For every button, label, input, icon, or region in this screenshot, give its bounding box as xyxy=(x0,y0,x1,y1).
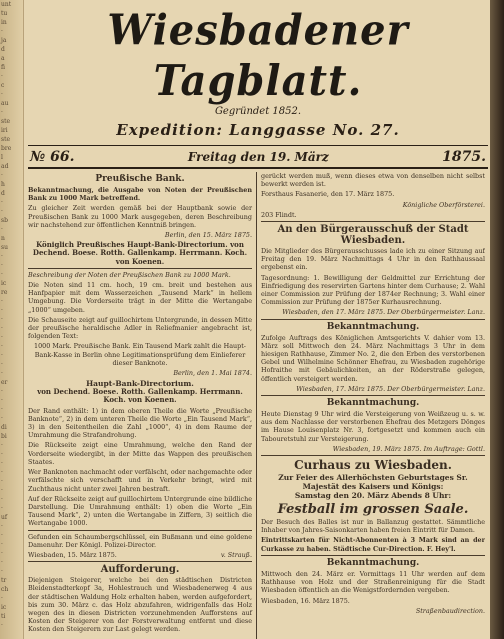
margin-text-fragment: · xyxy=(1,325,3,332)
margin-text-fragment: · xyxy=(1,523,3,530)
ticket-info: Eintrittskarten für Nicht-Abonnenten à 3 Mark sind an der Curkasse zu haben. Städtische Cur-Direction. F. Hey'l. xyxy=(261,536,485,553)
margin-text-fragment: au xyxy=(1,100,9,107)
margin-text-fragment: · xyxy=(1,406,3,413)
dateline: Berlin, den 15. März 1875. xyxy=(164,231,252,240)
margin-text-fragment: · xyxy=(1,487,3,494)
margin-text-fragment: · xyxy=(1,334,3,341)
heading-directorium: Haupt-Bank-Directorium. xyxy=(86,379,194,389)
paragraph: Die Schauseite zeigt auf guillochirtem Untergrunde, in dessen Mitte der preußische heraldische Adler in Reliefmanier angebracht ist, folgenden Text: xyxy=(28,315,252,341)
paragraph: Der Rand enthält: 1) in dem oberen Theile die Worte „Preußische Banknote“, 2) in dem unteren Theile die Worte „Ein Tausend Mark“, 3) in den Seitentheilen die Zahl „1000“, 4) in dem Raume der Umrahmung die Strafandrohung. xyxy=(28,406,252,440)
margin-text-fragment: · xyxy=(1,415,3,422)
dateline: Wiesbaden, 15. März 1875. xyxy=(28,550,117,559)
dateline: Wiesbaden, 19. März 1875. Im Auftrage: Gottl. xyxy=(332,444,485,453)
paragraph: Tagesordnung: 1. Bewilligung der Geldmittel zur Errichtung der Einfriedigung des reservirten Gartens hinter dem Curhause; 2. Wahl einer Commission zur Prüfung der 1874er Rechnung; 3. Wahl einer Commission zur Prüfung der 1875er Kurhausrechnung. xyxy=(261,273,485,307)
divider xyxy=(28,530,252,531)
margin-text-fragment: bi xyxy=(1,433,7,440)
margin-text-fragment: tr xyxy=(1,577,7,584)
signatories: Königlich Preußisches Haupt-Bank-Directorium. von Dechend. Boese. Rotth. Gallenkamp. Herrmann. Koch. von Koenen. xyxy=(32,240,248,266)
margin-text-fragment: ja xyxy=(1,37,7,44)
margin-text-fragment: · xyxy=(1,568,3,575)
left-column xyxy=(28,172,256,639)
binding-shadow xyxy=(490,0,504,639)
divider xyxy=(261,395,485,396)
margin-text-fragment: · xyxy=(1,550,3,557)
note-text: 1000 Mark. Preußische Bank. Ein Tausend Mark zahlt die Haupt-Bank-Kasse in Berlin ohne Legitimationsprüfung dem Einlieferer dieser Banknote. xyxy=(34,342,246,367)
margin-text-fragment: · xyxy=(1,73,3,80)
dateline: Berlin, den 1. Mai 1874. xyxy=(173,369,252,378)
heading-bekanntmachung: Bekanntmachung. xyxy=(326,398,420,409)
margin-text-fragment: tu xyxy=(1,10,8,17)
heading-buergerausschuss: An den Bürgerausschuß der Stadt Wiesbaden. xyxy=(277,224,469,247)
founded-line: Gegründet 1852. xyxy=(214,106,302,117)
margin-text-fragment: l xyxy=(1,154,3,161)
margin-text-fragment: ad xyxy=(1,163,9,170)
margin-text-fragment: · xyxy=(1,172,3,179)
margin-text-fragment: · xyxy=(1,307,3,314)
margin-text-fragment: · xyxy=(1,298,3,305)
signatories: von Dechend. Boese. Rotth. Gallenkamp. Herrmann. Koch. von Koenen. xyxy=(37,387,243,405)
margin-text-fragment: ste xyxy=(1,136,11,143)
margin-text-fragment: · xyxy=(1,442,3,449)
margin-text-fragment: · xyxy=(1,559,3,566)
margin-text-fragment: · xyxy=(1,343,3,350)
signatory: Straßenbaudirection. xyxy=(415,606,485,615)
margin-text-fragment: unt xyxy=(1,1,12,8)
paragraph: Die Mitglieder des Bürgerausschusses lade ich zu einer Sitzung auf Freitag den 19. März Nachmittags 4 Uhr in den Rathhaussaal ergebenst ein. xyxy=(261,247,485,272)
paragraph: Mittwoch den 24. März er. Vormittags 11 Uhr werden auf dem Rathhause von Holz und der Straßenreinigung für die Stadt Wiesbaden öffentlich an die Wenigstfordernden vergeben. xyxy=(261,569,485,595)
heading-festball: Festball im grossen Saale. xyxy=(277,502,469,518)
signatory: Königliche Oberförsterei. xyxy=(402,200,485,209)
issue-bar xyxy=(28,145,488,169)
margin-text-fragment: di xyxy=(1,424,7,431)
notice-title: Bekanntmachung, die Ausgabe von Noten der Preußischen Bank zu 1000 Mark betreffend. xyxy=(28,186,252,203)
expedition-line: Expedition: Langgasse No. 27. xyxy=(116,121,400,139)
margin-text-fragment: · xyxy=(1,352,3,359)
margin-text-fragment: h xyxy=(1,181,5,188)
divider xyxy=(261,555,485,556)
margin-text-fragment: er xyxy=(1,379,8,386)
margin-text-fragment: uf xyxy=(1,514,8,521)
margin-text-fragment: fi xyxy=(1,64,6,71)
margin-text-fragment: iri xyxy=(1,127,8,134)
margin-text-fragment: · xyxy=(1,622,3,629)
paragraph: Auf der Rückseite zeigt auf guillochirtem Untergrunde eine bildliche Darstellung. Die Umrahmung enthält: 1) oben die Worte „Ein Tausend Mark“, 2) unten die Wertangabe in Ziffern, 3) seitlich die Wertangabe 1000. xyxy=(28,494,252,528)
margin-text-fragment: re xyxy=(1,289,8,296)
paragraph: Die Noten sind 11 cm. hoch, 19 cm. breit und bestehen aus Hanfpapier mit dem Wasserzeichen „Tausend Mark“ in hellem Umgebung. Die Vorderseite trägt in der Mitte die Wertangabe „1000“ umgeben. xyxy=(28,281,252,314)
margin-text-fragment: sb xyxy=(1,217,8,224)
margin-text-fragment: ic xyxy=(1,280,7,287)
divider xyxy=(28,268,252,269)
issue-number: № 66. xyxy=(30,149,75,165)
margin-text-fragment: ic xyxy=(1,604,7,611)
signature-line xyxy=(28,551,252,559)
issue-year: 1875. xyxy=(442,149,486,165)
margin-text-fragment: in xyxy=(1,19,7,26)
heading-bekanntmachung: Bekanntmachung. xyxy=(326,557,420,568)
margin-text-fragment: ch xyxy=(1,586,9,593)
paragraph: Der Besuch des Balles ist nur in Ballanzug gestattet. Sämmtliche Inhaber von Jahres-Saisonkarten haben freien Eintritt für Damen. xyxy=(261,518,485,535)
dateline: Wiesbaden, 17. März 1875. Der Oberbürgermeister. Lanz. xyxy=(296,384,485,393)
heading-bekanntmachung: Bekanntmachung. xyxy=(326,321,420,332)
margin-text-fragment: bre xyxy=(1,145,12,152)
margin-text-fragment: · xyxy=(1,532,3,539)
signature: v. Strauß. xyxy=(220,550,252,559)
margin-text-fragment: su xyxy=(1,244,8,251)
left-page-margin xyxy=(0,0,24,639)
margin-text-fragment: · xyxy=(1,109,3,116)
margin-text-fragment: · xyxy=(1,460,3,467)
dateline: Wiesbaden, 16. März 1875. xyxy=(261,596,350,605)
notice-number: 203 Flindt. xyxy=(261,210,297,219)
heading-curhaus: Curhaus zu Wiesbaden. xyxy=(294,458,452,473)
margin-text-fragment: · xyxy=(1,505,3,512)
heading-prussian-bank: Preußische Bank. xyxy=(95,174,185,184)
margin-text-fragment: · xyxy=(1,370,3,377)
margin-text-fragment: · xyxy=(1,451,3,458)
issue-date: Freitag den 19. März xyxy=(187,150,329,164)
article-columns xyxy=(28,172,488,639)
margin-text-fragment: · xyxy=(1,226,3,233)
divider xyxy=(261,455,485,456)
margin-text-fragment: · xyxy=(1,316,3,323)
margin-text-fragment: · xyxy=(1,541,3,548)
margin-text-fragment: · xyxy=(1,28,3,35)
divider xyxy=(261,319,485,320)
margin-text-fragment: ti xyxy=(1,613,6,620)
margin-text-fragment: · xyxy=(1,388,3,395)
right-column xyxy=(257,172,485,639)
paragraph: Zufolge Auftrags des Königlichen Amtsgerichts V. dahier vom 13. März soll Mittwoch den 24. März Nachmittags 3 Uhr in dem hiesigen Rathhause, Zimmer No. 2, die den Erben des verstorbenen Gebel und Wilhelmine Schönner Ehefrau, zu Wiesbaden zugehörige Hofraithe mit Gebäulichkeiten, an der Röderstraße gelegen, öffentlich versteigert werden. xyxy=(261,333,485,383)
margin-text-fragment: n xyxy=(1,235,5,242)
newspaper-title: Wiesbadener Tagblatt. xyxy=(107,5,409,106)
margin-text-fragment: d xyxy=(1,46,5,53)
margin-text-fragment: · xyxy=(1,496,3,503)
margin-text-fragment: · xyxy=(1,199,3,206)
margin-text-fragment: · xyxy=(1,595,3,602)
dateline: Forsthaus Fasanerie, den 17. März 1875. xyxy=(261,190,395,199)
margin-text-fragment: · xyxy=(1,262,3,269)
heading-aufforderung: Aufforderung. xyxy=(100,564,180,576)
margin-text-fragment: ste xyxy=(1,118,11,125)
margin-text-fragment: · xyxy=(1,271,3,278)
divider xyxy=(28,561,252,562)
event-date: Samstag den 20. März Abends 8 Uhr: xyxy=(294,491,452,501)
margin-text-fragment: · xyxy=(1,361,3,368)
margin-text-fragment: · xyxy=(1,253,3,260)
paragraph: Die Rückseite zeigt eine Umrahmung, welche den Rand der Vorderseite wiedergibt, in der Mitte das Wappen des preußischen Staates. xyxy=(28,441,252,466)
paragraph: Gefunden ein Schaumbergschlüssel, ein Bußmann und eine goldene Damenuhr. Der Königl. Polizei-Director. xyxy=(28,532,252,549)
margin-text-fragment: · xyxy=(1,397,3,404)
paragraph: Zu gleicher Zeit werden gemäß bei der Hauptbank sowie der Preußischen Bank zu 1000 Mark ausgegeben, deren Beschreibung wir nachstehend zur öffentlichen Kenntniß bringen. xyxy=(28,204,252,229)
margin-text-fragment: c xyxy=(1,82,5,89)
page-content xyxy=(28,5,488,639)
margin-text-fragment: · xyxy=(1,469,3,476)
divider xyxy=(261,221,485,222)
paragraph: Heute Dienstag 9 Uhr wird die Versteigerung von Weißzeug u. s. w. aus dem Nachlasse der verstorbenen Ehefrau des Metzgers Dönges im Hause Louisenplatz Nr. 3, fortgesetzt und kommen auch ein Tabouretstuhl zur Versteigerung. xyxy=(261,410,485,443)
occasion-line: Zur Feier des Allerhöchsten Geburtstages Sr. Majestät des Kaisers und Königs: xyxy=(278,473,468,492)
description-heading: Beschreibung der Noten der Preußischen Bank zu 1000 Mark. xyxy=(28,270,231,279)
margin-text-fragment: a xyxy=(1,55,5,62)
paragraph: Wer Banknoten nachmacht oder verfälscht, oder nachgemachte oder verfälschte sich verschafft und in Verkehr bringt, wird mit Zuchthaus nicht unter zwei Jahren bestraft. xyxy=(28,468,252,493)
dateline: Wiesbaden, den 17. März 1875. Der Oberbürgermeister. Lanz. xyxy=(282,308,485,317)
margin-text-fragment: · xyxy=(1,91,3,98)
margin-text-fragment: d xyxy=(1,190,5,197)
margin-text-fragment: · xyxy=(1,208,3,215)
paragraph: Diejenigen Steigerer, welche bei den städtischen Districten Bleidenstadterkopf 3a, Hohlestrauch und Wiesbadenerweg 4 aus der städtischen Waldung Holz erhalten haben, werden aufgefordert, bis zum 30. März c. das Holz abzufahren, widrigenfalls das Holz wegen des in diesen Districten vorzunehmenden Aufforstens auf Kosten der Steigerer von der Forstverwaltung entfernt und diese Kosten den Steigerern zur Last gelegt werden. xyxy=(28,576,252,634)
margin-text-fragment: · xyxy=(1,478,3,485)
paragraph: gerückt werden muß, wenn dieses etwa von denselben nicht selbst bewerkt werden ist. xyxy=(261,172,485,189)
